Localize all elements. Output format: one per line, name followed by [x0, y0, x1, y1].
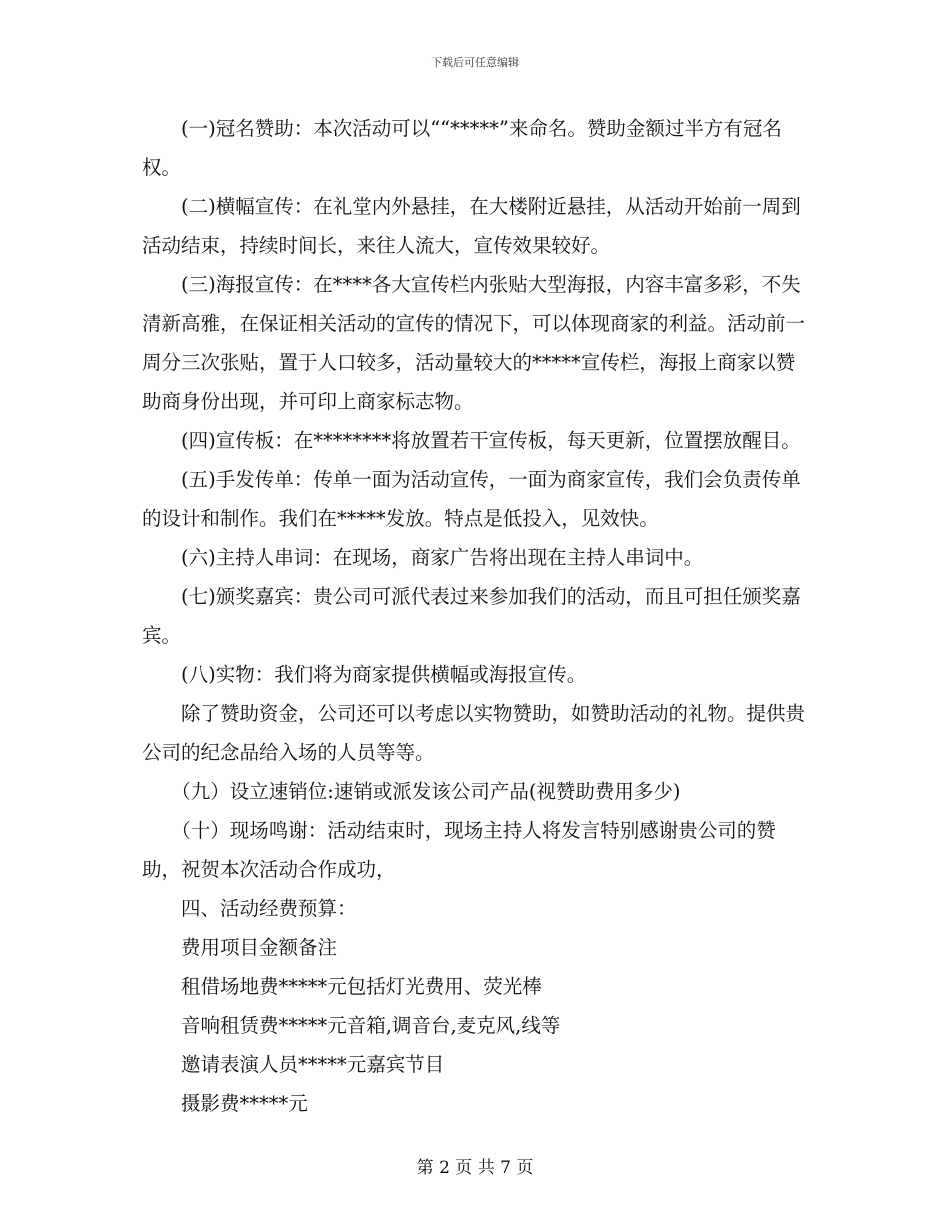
paragraph-sales-booth: （九）设立速销位:速销或派发该公司产品(视赞助费用多少)	[171, 780, 681, 803]
budget-line-performers: 邀请表演人员*****元嘉宾节目	[181, 1053, 445, 1076]
section-heading-budget: 四、活动经费预算：	[181, 897, 357, 920]
paragraph-poster-promotion: (三)海报宣传：在****各大宣传栏内张贴大型海报，内容丰富多彩，不失清新高雅，在保证相关活动的宣传的情况下，可以体现商家的利益。活动前一周分三次张贴，置于人口较多，活动量较大的*****宣传栏，海报上商家以赞助商身份出现，并可印上商家标志物。	[142, 273, 806, 413]
budget-line-audio: 音响租赁费*****元音箱,调音台,麦克风,线等	[181, 1014, 561, 1037]
page-header: 下载后可任意编辑	[431, 56, 519, 69]
budget-line-header: 费用项目金额备注	[181, 936, 338, 959]
paragraph-naming-sponsorship: (一)冠名赞助：本次活动可以““*****”来命名。赞助金额过半方有冠名权。	[142, 117, 782, 179]
paragraph-acknowledgement: （十）现场鸣谢：活动结束时，现场主持人将发言特别感谢贵公司的赞助，祝贺本次活动合作成功，	[142, 819, 776, 881]
paragraph-in-kind: (八)实物：我们将为商家提供横幅或海报宣传。	[181, 663, 587, 686]
document-body	[142, 109, 808, 1123]
paragraph-promo-board: (四)宣传板：在********将放置若干宣传板，每天更新，位置摆放醒目。	[181, 429, 801, 452]
budget-line-venue: 租借场地费*****元包括灯光费用、荧光棒	[181, 975, 542, 998]
paragraph-banner-promotion: (二)横幅宣传：在礼堂内外悬挂，在大楼附近悬挂，从活动开始前一周到活动结束，持续时间长，来往人流大，宣传效果较好。	[142, 195, 801, 257]
paragraph-flyers: (五)手发传单：传单一面为活动宣传，一面为商家宣传，我们会负责传单的设计和制作。我们在*****发放。特点是低投入，见效快。	[142, 468, 801, 530]
page-number: 第 2 页 共 7 页	[416, 1158, 534, 1178]
paragraph-in-kind-note: 除了赞助资金，公司还可以考虑以实物赞助，如赞助活动的礼物。提供贵公司的纪念品给入场的人员等等。	[142, 702, 806, 764]
budget-line-photography: 摄影费*****元	[181, 1092, 308, 1115]
paragraph-host-script: (六)主持人串词：在现场，商家广告将出现在主持人串词中。	[181, 546, 704, 569]
paragraph-award-guest: (七)颁奖嘉宾：贵公司可派代表过来参加我们的活动，而且可担任颁奖嘉宾。	[142, 585, 801, 647]
